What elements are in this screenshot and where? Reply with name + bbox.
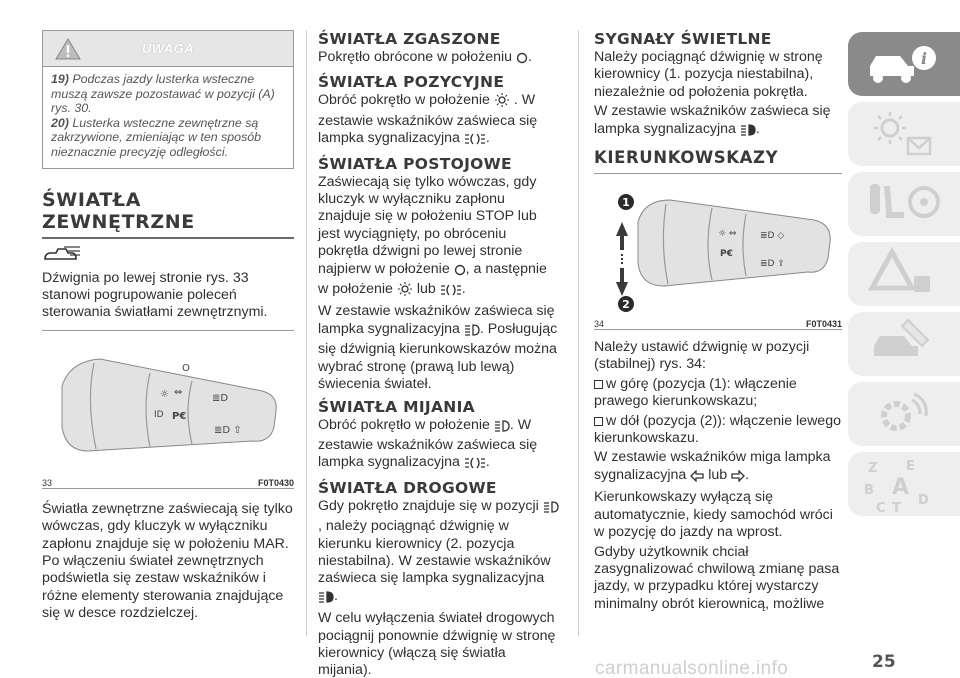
position-lights-text-b: . W zestawie wskaźników zaświeca się lampka sygnalizacyjna [318,92,538,147]
note-number-20: 20) [51,115,69,130]
parking-lights-text-e: . Posługując się dźwignią kierunkowskazów można wybrać stronę (prawą lub lewą) świecenia świateł. [318,320,558,393]
list-item-up [594,376,842,411]
heading-position-lights: ŚWIATŁA POZYCYJNE [318,73,505,92]
alphabet-index-icon [862,456,946,516]
heading-lights-off: ŚWIATŁA ZGASZONE [318,30,501,48]
warning-lights-icon [862,106,946,162]
heading-low-beam: ŚWIATŁA MIJANIA [318,397,475,416]
tab-technical-data[interactable] [848,382,960,446]
note-number-19: 19) [51,72,69,86]
figure-34 [594,173,842,330]
list-item-up-text: w górę (pozycja (1): włączenie prawego kierunkowskazu; [594,375,797,410]
position-lights-warning-icon [464,457,486,474]
parking-lights-icon [440,284,462,301]
svg-text:O: O [182,362,190,374]
svg-text:≣D: ≣D [212,392,229,404]
svg-text:≣D ⇧: ≣D ⇧ [214,424,242,436]
note-text-19: Podczas jazdy lusterka wsteczne muszą zawsze pozostawać w pozycji (A) rys. 30. [51,72,275,116]
column-divider-1 [306,30,307,636]
key-seat-steering-icon [862,176,946,232]
svg-text:⇔: ⇔ [174,386,183,398]
parking-lights-text-a: Zaświecają się tylko wówczas, gdy kluczyk w wyłączniku zapłonu znajduje się w położeniu STOP lub jest wyciągnięty, po obróceniu pokrętła dźwigni po lewej stronie najpierw w położenie [318,173,537,277]
section-divider [42,237,294,239]
paragraph-lane-change: Gdyby użytkownik chciał zasygnalizować chwilową zmianę pasa jazdy, w przypadku której wystarczy minimalny obrót kierownicą, możliwe [594,543,840,612]
callout-2: 2 [622,298,630,312]
tab-maintenance[interactable] [848,312,960,376]
paragraph-parking-lights: Zaświecają się tylko wówczas, gdy kluczyk w wyłączniku zapłonu znajduje się w położeniu STOP lub jest wyciągnięty, po obróceniu pokrętła dźwigni po lewej stronie najpierw w położenie , a następnie w położenie lub . [318,174,560,302]
index-letter-b: B [864,483,874,498]
svg-text:P€: P€ [172,410,187,422]
warning-header [43,31,293,67]
paragraph-high-beam-off: W celu wyłączenia świateł drogowych pociągnij ponownie dźwignię w stronę kierownicy (włączą się światła mijania). [318,610,556,678]
list-item-down-text: w dół (pozycja (2)): włączenie lewego kierunkowskazu. [594,412,841,447]
blink-text-b: lub [708,466,728,483]
paragraph-auto-off: Kierunkowskazy wyłączą się automatycznie, kiedy samochód wróci w pozycję do jazdy na wprost. [594,489,833,541]
parking-lights-text-d: W zestawie wskaźników zaświeca się lampka sygnalizacyjna [318,303,555,337]
tab-alphabetical-index[interactable] [848,452,960,516]
left-turn-arrow-icon [690,470,704,487]
triangle-warning-icon [862,246,946,302]
turn-signal-stalk-illustration [594,174,842,312]
flash-text-b: W zestawie wskaźników zaświeca się lampka sygnalizacyjna [594,103,831,137]
low-beam-text-a: Obróć pokrętło w położenie [318,416,490,433]
car-info-icon [862,36,946,92]
svg-text:P€: P€ [720,249,733,260]
warning-body [43,67,293,168]
off-position-icon [454,264,466,281]
column-middle [318,30,560,678]
blink-text-a: W zestawie wskaźników miga lampka sygnalizacyjna [594,449,831,483]
position-lights-warning-icon [464,133,486,150]
warning-box [42,30,294,169]
svg-text:☼: ☼ [160,388,169,400]
wrench-car-icon [862,316,946,372]
sidelight-icon [494,93,510,112]
high-beam-icon [318,591,334,608]
paragraph-position-lights: Obróć pokrętło w położenie . W zestawie wskaźników zaświeca się lampka sygnalizacyjna . [318,92,560,150]
figure-34-code: F0T0431 [805,319,842,330]
column-left [42,30,294,623]
paragraph-lights-off: Pokrętło obrócone w położeniu . [318,49,560,69]
warning-title: UWAGA [141,41,195,56]
figure-34-number: 34 [594,319,605,330]
section-title [42,189,294,233]
figure-33-bottom-rule [42,488,294,489]
svg-text:ID: ID [154,409,164,420]
figure-33-code: F0T0430 [257,477,294,488]
heading-parking-lights: ŚWIATŁA POSTOJOWE [318,154,512,173]
figure-34-caption [594,319,842,329]
column-right [594,30,842,613]
index-letter-d: D [918,493,929,508]
callout-1: 1 [622,196,630,210]
gear-service-icon [862,386,946,442]
heading-flash: SYGNAŁY ŚWIETLNE [594,30,772,48]
index-letter-t: T [892,501,901,516]
low-beam-icon [464,324,480,341]
high-beam-icon [740,124,756,141]
high-beam-text-a: Gdy pokrętło znajduje się w pozycji [318,497,539,514]
right-turn-arrow-icon [731,470,745,487]
position-lights-text-a: Obróć pokrętło w położenie [318,92,490,109]
tab-car-info[interactable] [848,32,960,96]
paragraph-set-lever: Należy ustawić dźwignię w pozycji (stabilnej) rys. 34: [594,339,810,373]
high-beam-text-b: , należy pociągnąć dźwignię w kierunku kierownicy (2. pozycja niestabilna). W zestawie wskaźników zaświeca się lampka sygnalizacyjna [318,518,551,587]
low-beam-icon [543,501,559,518]
paragraph-parking-lights-2 [318,303,560,393]
bullet-square-icon [594,380,603,389]
figure-33-caption [42,478,294,488]
off-position-icon [516,52,528,69]
chapter-sidebar [848,32,960,662]
list-item-down [594,413,842,448]
paragraph-blink: W zestawie wskaźników miga lampka sygnalizacyjna lub . [594,449,842,487]
lights-stalk-illustration [42,331,294,471]
bullet-square-icon [594,417,603,426]
sidelight-icon [397,282,413,301]
index-letter-z: Z [868,461,878,476]
tab-emergency[interactable] [848,242,960,306]
paragraph-flash-b: W zestawie wskaźników zaświeca się lampka sygnalizacyjna . [594,103,842,141]
heading-high-beam: ŚWIATŁA DROGOWE [318,478,497,497]
low-beam-icon [494,420,510,437]
note-text-20: Lusterka wsteczne zewnętrzne są zakrzywione, zmieniając w ten sposób nieznacznie precyzję odległości. [51,115,262,159]
svg-text:i: i [920,49,928,68]
paragraph-low-beam: Obróć pokrętło w położenie . W zestawie wskaźników zaświeca się lampka sygnalizacyjna . [318,417,560,475]
exterior-lights-icon [42,245,82,265]
heading-turn-signals: KIERUNKOWSKAZY [594,148,779,168]
column-divider-2 [578,30,579,636]
parking-lights-text-c: lub [416,281,436,298]
tab-warning-lights[interactable] [848,102,960,166]
svg-text:≣D ⇧: ≣D ⇧ [760,259,785,270]
index-letter-a: A [892,475,910,500]
index-letter-c: C [876,501,886,516]
figure-33-number: 33 [42,477,53,488]
figure-33 [42,330,294,489]
svg-text:≣D ◇: ≣D ◇ [760,231,785,242]
paragraph-flash-a: Należy pociągnąć dźwignię w stronę kierownicy (1. pozycja niestabilna), niezależnie od położenia pokrętła. [594,49,823,100]
svg-text:☼ ⇔: ☼ ⇔ [718,229,737,240]
intro-paragraph: Dźwignia po lewej stronie rys. 33 stanowi pogrupowanie poleceń sterowania światłami zewnętrznymi. [42,269,268,321]
section-title-line1: ŚWIATŁA [42,188,142,211]
lights-on-paragraph: Światła zewnętrzne zaświecają się tylko wówczas, gdy kluczyk w wyłączniku zapłonu znajduje się w położeniu MAR. Po włączeniu świateł zewnętrznych podświetla się zestaw wskaźników i różne elementy sterowania znajdujące się w desce rozdzielczej. [42,500,293,622]
paragraph-high-beam: Gdy pokrętło znajduje się w pozycji , należy pociągnąć dźwignię w kierunku kierownicy (2. pozycja niestabilna). W zestawie wskaźników zaświeca się lampka sygnalizacyjna . [318,498,560,608]
watermark: carmanualsonline.info [595,658,789,678]
tab-key-seat-steering[interactable] [848,172,960,236]
figure-34-bottom-rule [594,329,842,330]
lights-off-text: Pokrętło obrócone w położeniu [318,49,513,65]
page-number: 25 [872,652,896,672]
parking-lights-text-b: , a następnie w położenie [318,260,547,298]
low-beam-text-b: . W zestawie wskaźników zaświeca się lampka sygnalizacyjna [318,416,538,471]
index-letter-e: E [906,459,915,474]
section-title-line2: ZEWNĘTRZNE [42,210,195,233]
